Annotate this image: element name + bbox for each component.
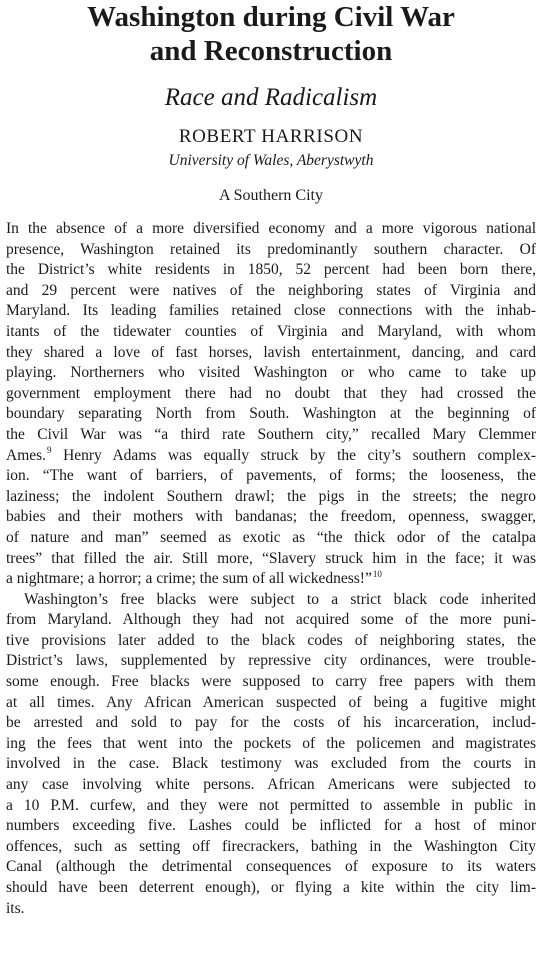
- text-line: playing. Northerners who visited Washington or who came to take up: [6, 364, 536, 382]
- author-affiliation: University of Wales, Aberystwyth: [168, 152, 374, 169]
- chapter-title-line-1: Washington during Civil War: [87, 1, 455, 33]
- paragraph-1: [6, 219, 536, 590]
- text-line: laziness; the indolent Southern drawl; the pigs in the streets; the negro: [6, 487, 536, 505]
- text-line: itants of the tidewater counties of Virginia and Maryland, with whom: [6, 322, 536, 340]
- text-line: any case involving white persons. African Americans were subjected to: [6, 776, 536, 794]
- text-line: a 10 P.M. curfew, and they were not permitted to assemble in public in: [6, 796, 536, 814]
- text-line: boundary separating North from South. Washington at the beginning of: [6, 405, 536, 423]
- text-line: ion. “The want of barriers, of pavements, of forms; the looseness, the: [6, 467, 536, 485]
- text-segment: Ames.: [6, 446, 47, 464]
- text-line: tive provisions later added to the black codes of neighboring states, the: [6, 631, 536, 649]
- text-line: Washington’s free blacks were subject to a strict black code inherited: [24, 590, 536, 608]
- text-line: and 29 percent were natives of the neighboring states of Virginia and: [6, 281, 536, 299]
- text-line: involved in the case. Black testimony was excluded from the courts in: [6, 755, 536, 773]
- text-line: presence, Washington retained its predominantly southern character. Of: [6, 240, 536, 258]
- text-line: numbers exceeding five. Lashes could be inflicted for a host of minor: [6, 817, 536, 835]
- text-line: District’s laws, supplemented by repressive city ordinances, were trouble-: [6, 652, 536, 670]
- chapter-title: [6, 0, 536, 68]
- text-segment: a nightmare; a horror; a crime; the sum of all wickedness!”: [6, 570, 372, 588]
- text-line: offences, such as setting off firecrackers, bathing in the Washington City: [6, 837, 536, 855]
- text-line: In the absence of a more diversified economy and a more vigorous national: [6, 220, 536, 237]
- text-line-with-footnote: [6, 446, 536, 467]
- paragraph-2: [6, 590, 536, 920]
- text-line: from Maryland. Although they had not acquired some of the more puni-: [6, 611, 536, 629]
- text-line-with-footnote: [6, 569, 536, 590]
- author-name: ROBERT HARRISON: [178, 126, 364, 147]
- text-line: trees” that filled the air. Still more, “Slavery struck him in the face; it was: [6, 549, 536, 567]
- chapter-subtitle: Race and Radicalism: [164, 84, 378, 111]
- text-line: they shared a love of fast horses, lavish entertainment, dancing, and card: [6, 343, 536, 361]
- text-line: the Civil War was “a third rate Southern city,” recalled Mary Clemmer: [6, 425, 536, 443]
- text-segment: Henry Adams was equally struck by the city’s southern complex-: [63, 446, 536, 464]
- text-line: should have been deterrent enough), or flying a kite within the city lim-: [6, 879, 536, 896]
- footnote-marker-9[interactable]: 9: [47, 445, 52, 456]
- text-line: government employment there had no doubt that they had crossed the: [6, 384, 536, 402]
- text-line: its.: [6, 899, 25, 917]
- text-line: of nature and man” seemed as exotic as “the thick odor of the catalpa: [6, 528, 536, 546]
- text-line: Maryland. Its leading families retained close connections with the inhab-: [6, 302, 536, 320]
- section-heading: A Southern City: [218, 187, 323, 204]
- text-line: be arrested and sold to pay for the costs of his incarceration, includ-: [6, 714, 536, 732]
- text-line: some enough. Free blacks were supposed to carry free papers with them: [6, 673, 536, 691]
- text-line: the District’s white residents in 1850, 52 percent had been born there,: [6, 261, 536, 279]
- footnote-marker-10[interactable]: 10: [372, 568, 382, 579]
- text-line: ing the fees that went into the pockets of the policemen and magistrates: [6, 734, 536, 752]
- text-line: babies and their mothers with bandanas; the freedom, openness, swagger,: [6, 508, 536, 526]
- text-line: Canal (although the detrimental consequences of exposure to its waters: [6, 858, 536, 876]
- chapter-title-line-2: and Reconstruction: [149, 35, 393, 67]
- text-line: at all times. Any African American suspected of being a fugitive might: [6, 693, 536, 711]
